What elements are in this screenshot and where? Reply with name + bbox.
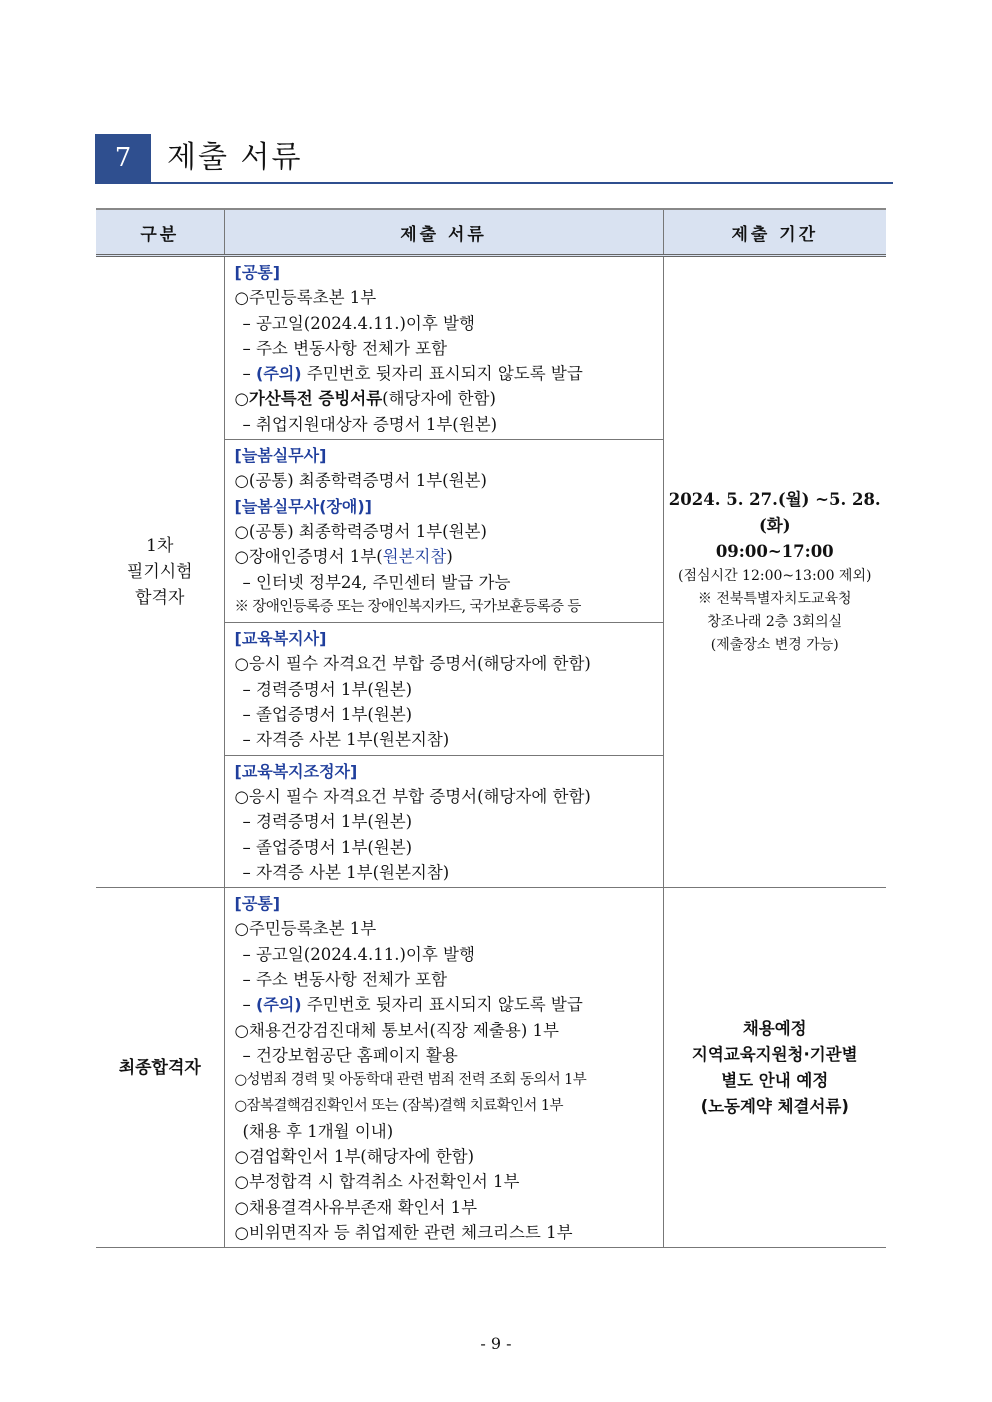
block-education-welfare-coordinator: [교육복지조정자] ○응시 필수 자격요건 부합 증명서(해당자에 한함) – 경력증명서 1부(원본) – 졸업증명서 1부(원본) – 자격증 사본 1부(원본지참)	[234, 761, 591, 882]
table-row-first-stage	[96, 256, 886, 888]
header-category: 구분	[96, 209, 224, 256]
page-number: - 9 -	[480, 1334, 512, 1353]
header-period: 제출 기간	[663, 209, 886, 256]
table-row-final	[96, 888, 886, 1248]
documents-table	[96, 208, 886, 1248]
category-first-stage: 1차 필기시험 합격자	[96, 256, 224, 888]
category-final: 최종합격자	[96, 888, 224, 1248]
section-number: 7	[95, 134, 151, 182]
first-stage-period: 2024. 5. 27.(월) ~5. 28.(화) 09:00~17:00 (점심시간 12:00~13:00 제외) ※ 전북특별자치도교육청 창조나래 2층 3회의실 (제출장소 변경 가능)	[663, 256, 886, 888]
first-stage-documents	[224, 256, 663, 888]
section-header	[95, 134, 893, 184]
final-documents: [공통] ○주민등록초본 1부 – 공고일(2024.4.11.)이후 발행 – 주소 변동사항 전체가 포함 – (주의) 주민번호 뒷자리 표시되지 않도록 발급 ○채용건강검진대체 통보서(직장 제출용) 1부 – 건강보험공단 홈페이지 활용 ○성범죄 경력 및 아동학대 관련 범죄 전력 조회 동의서 1부 ○잠복결핵검진확인서 또는 (잠복)결핵 치료확인서 1부 (채용 후 1개월 이내) ○겸업확인서 1부(해당자에 한함) ○부정합격 시 합격취소 사전확인서 1부 ○채용결격사유부존재 확인서 1부 ○비위면직자 등 취업제한 관련 체크리스트 1부	[224, 888, 663, 1248]
block-care-assistant: [늘봄실무사] ○(공통) 최종학력증명서 1부(원본) [늘봄실무사(장애)] ○(공통) 최종학력증명서 1부(원본) ○장애인증명서 1부(원본지참) – 인터넷 정부24, 주민센터 발급 가능 ※ 장애인등록증 또는 장애인복지카드, 국가보훈등록증 등	[225, 440, 663, 623]
block-education-welfare: [교육복지사] ○응시 필수 자격요건 부합 증명서(해당자에 한함) – 경력증명서 1부(원본) – 졸업증명서 1부(원본) – 자격증 사본 1부(원본지참)	[225, 623, 663, 755]
section-title: 제출 서류	[167, 140, 303, 175]
section-rule	[95, 182, 893, 184]
final-period: 채용예정 지역교육지원청·기관별 별도 안내 예정 (노동계약 체결서류)	[663, 888, 886, 1248]
header-documents: 제출 서류	[224, 209, 663, 256]
block-common: [공통] ○주민등록초본 1부 – 공고일(2024.4.11.)이후 발행 – 주소 변동사항 전체가 포함 – (주의) 주민번호 뒷자리 표시되지 않도록 발급 ○가산특전 증빙서류(해당자에 한함) – 취업지원대상자 증명서 1부(원본)	[225, 257, 663, 440]
